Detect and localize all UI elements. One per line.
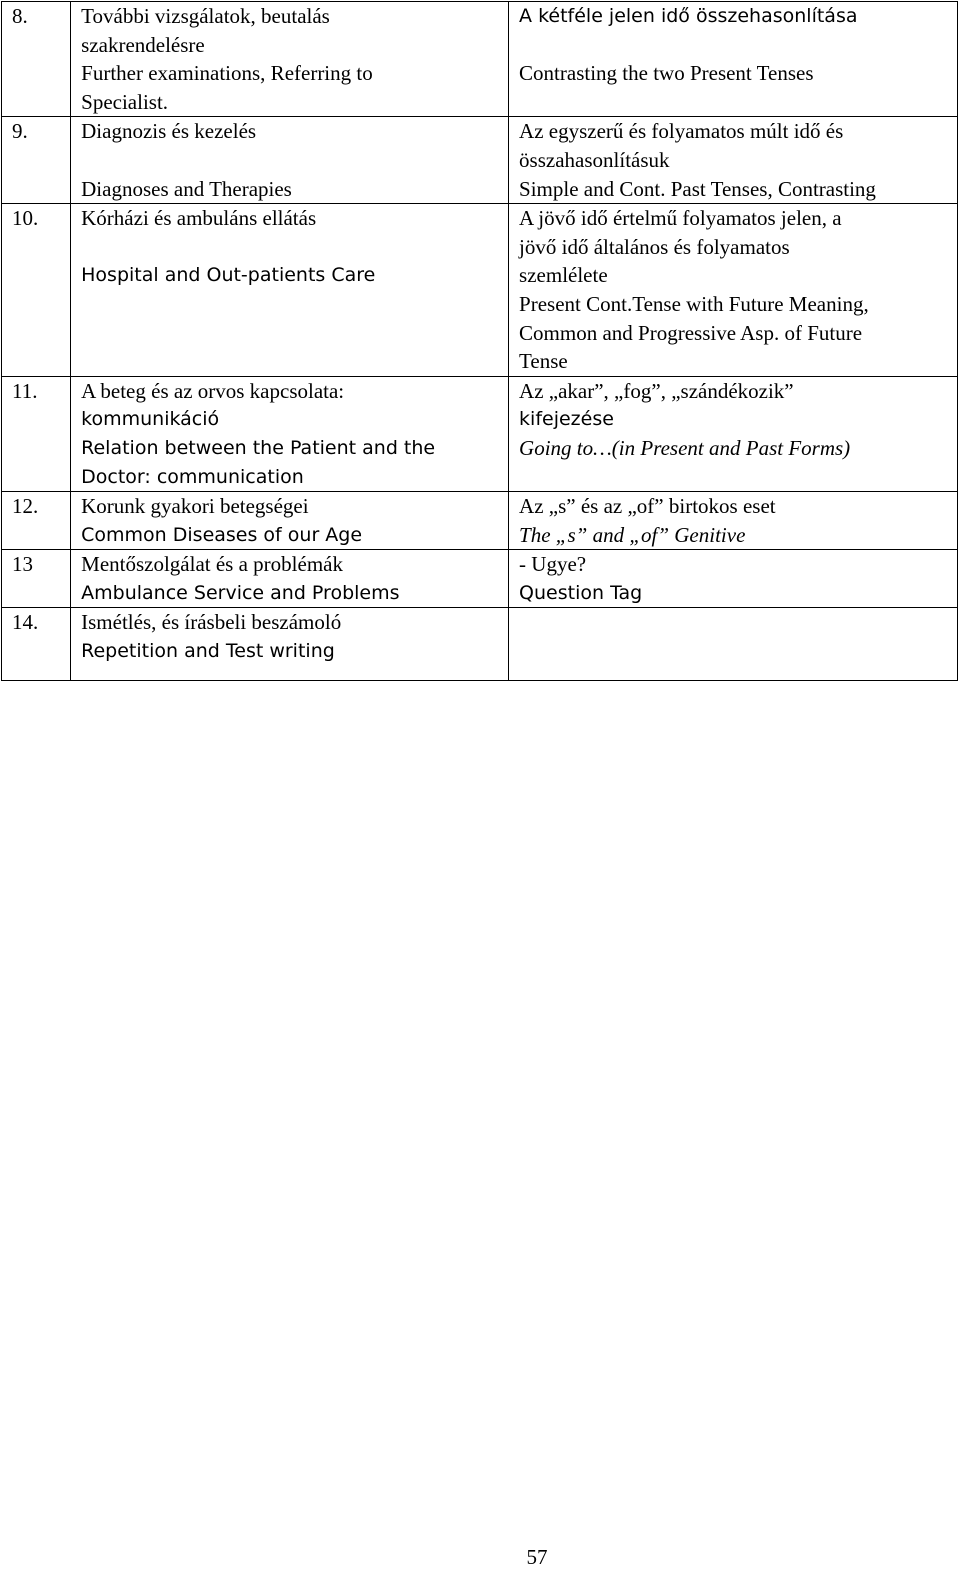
topic-cell <box>71 117 509 204</box>
topic-line: Ambulance Service and Problems <box>81 581 400 604</box>
grammar-line: Present Cont.Tense with Future Meaning, <box>519 291 869 316</box>
grammar-line: Az egyszerű és folyamatos múlt idő és <box>519 119 844 144</box>
topic-line: Ismétlés, és írásbeli beszámoló <box>81 610 342 635</box>
topic-line: Diagnoses and Therapies <box>81 176 292 201</box>
topic-cell <box>71 204 509 377</box>
topic-cell <box>71 608 509 680</box>
topic-cell <box>71 550 509 608</box>
topic-line: szakrendelésre <box>81 32 205 57</box>
topic-line: Hospital and Out-patients Care <box>81 264 376 287</box>
topic-line: kommunikáció <box>81 408 220 431</box>
grammar-line: jövő idő általános és folyamatos <box>519 234 790 259</box>
grammar-cell <box>509 376 958 491</box>
table-row <box>2 492 958 550</box>
topic-line <box>81 233 498 262</box>
grammar-line: Going to…(in Present and Past Forms) <box>519 435 851 460</box>
grammar-line: Common and Progressive Asp. of Future <box>519 320 863 345</box>
topic-line: Kórházi és ambuláns ellátás <box>81 206 317 231</box>
topic-line: Diagnozis és kezelés <box>81 119 257 144</box>
grammar-line: Az „akar”, „fog”, „szándékozik” <box>519 378 794 403</box>
topic-line: Specialist. <box>81 89 169 114</box>
topic-line: Mentőszolgálat és a problémák <box>81 552 343 577</box>
topic-line <box>81 146 498 175</box>
page-number: 57 <box>526 1545 548 1569</box>
table-row <box>2 608 958 680</box>
grammar-line: - Ugye? <box>519 552 587 577</box>
grammar-line: Question Tag <box>519 581 643 604</box>
grammar-cell <box>509 608 958 680</box>
topic-line: Relation between the Patient and the <box>81 436 436 459</box>
table-row <box>2 2 958 117</box>
topic-line: Further examinations, Referring to <box>81 61 373 86</box>
grammar-line: Tense <box>519 349 568 374</box>
row-number: 10. <box>2 204 71 377</box>
table-row <box>2 550 958 608</box>
row-number: 11. <box>2 376 71 491</box>
grammar-line: kifejezése <box>519 408 614 431</box>
topic-line: A beteg és az orvos kapcsolata: <box>81 378 345 403</box>
grammar-line: szemlélete <box>519 263 608 288</box>
grammar-line <box>519 608 947 637</box>
topic-line: Korunk gyakori betegségei <box>81 494 309 519</box>
topic-cell <box>71 2 509 117</box>
table-row <box>2 117 958 204</box>
table-row <box>2 376 958 491</box>
row-number: 9. <box>2 117 71 204</box>
row-number: 12. <box>2 492 71 550</box>
grammar-cell <box>509 492 958 550</box>
topic-line: Repetition and Test writing <box>81 640 335 663</box>
topic-cell <box>71 376 509 491</box>
row-number: 14. <box>2 608 71 680</box>
syllabus-table <box>1 1 958 681</box>
grammar-line: A kétféle jelen idő összehasonlítása <box>519 5 858 27</box>
grammar-line: Contrasting the two Present Tenses <box>519 61 814 86</box>
row-number: 8. <box>2 2 71 117</box>
grammar-cell <box>509 117 958 204</box>
grammar-line: Simple and Cont. Past Tenses, Contrasting <box>519 176 876 201</box>
grammar-line: összahasonlításuk <box>519 147 670 172</box>
topic-line: További vizsgálatok, beutalás <box>81 4 330 28</box>
grammar-line: Az „s” és az „of” birtokos eset <box>519 494 776 519</box>
grammar-cell <box>509 550 958 608</box>
topic-cell <box>71 492 509 550</box>
grammar-cell <box>509 204 958 377</box>
grammar-line <box>519 31 947 60</box>
grammar-cell <box>509 2 958 117</box>
grammar-line: The „s” and „of” Genitive <box>519 522 746 547</box>
topic-line: Doctor: communication <box>81 465 304 488</box>
grammar-line: A jövő idő értelmű folyamatos jelen, a <box>519 206 842 231</box>
table-row <box>2 204 958 377</box>
topic-line: Common Diseases of our Age <box>81 523 363 546</box>
row-number: 13 <box>2 550 71 608</box>
